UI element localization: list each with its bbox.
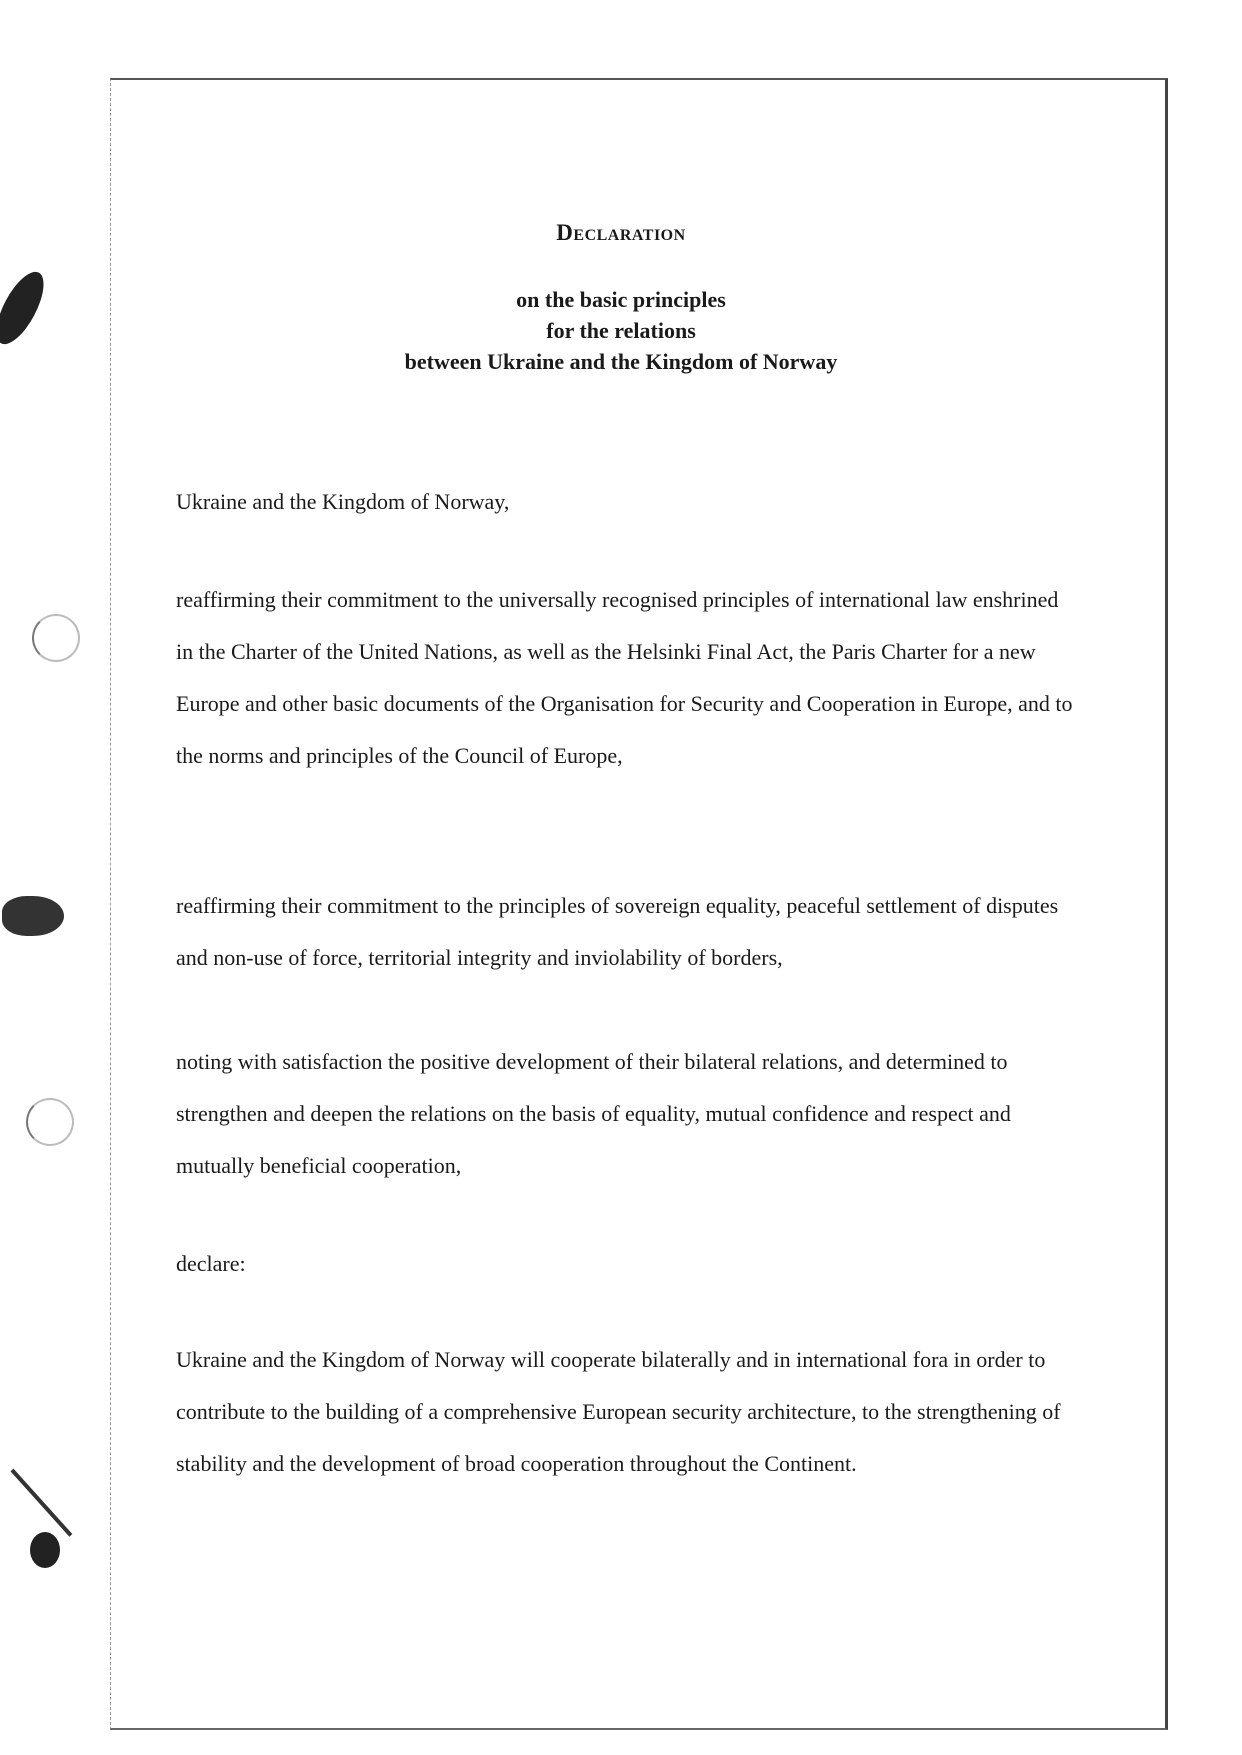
scan-smudge — [2, 896, 64, 936]
punch-hole — [32, 614, 80, 662]
declare-line: declare: — [176, 1251, 246, 1276]
punch-hole — [26, 1098, 74, 1146]
paragraph: reaffirming their commitment to the universally recognised principles of international law enshrined in the Charter of the United Nations, as well as the Helsinki Final Act, the Paris Charter for a new Europe and other basic documents of the Organisation for Security and Cooperation in Europe, and to the norms and principles of the Council of Europe, — [176, 587, 1073, 768]
paragraph: reaffirming their commitment to the principles of sovereign equality, peaceful settlement of disputes and non-use of force, territorial integrity and inviolability of borders, — [176, 893, 1059, 970]
subtitle-line: for the relations — [546, 318, 696, 343]
scan-smudge — [11, 1469, 73, 1537]
subtitle-line: on the basic principles — [516, 287, 726, 312]
paragraph: noting with satisfaction the positive development of their bilateral relations, and determined to strengthen and deepen the relations on the basis of equality, mutual confidence and respect and mutually beneficial cooperation, — [176, 1049, 1011, 1178]
scan-smudge — [30, 1532, 60, 1568]
document-title: Declaration — [556, 220, 686, 245]
intro-line: Ukraine and the Kingdom of Norway, — [176, 489, 510, 514]
subtitle-line: between Ukraine and the Kingdom of Norway — [404, 349, 838, 374]
document-subtitle — [0, 284, 1242, 377]
paragraph: Ukraine and the Kingdom of Norway will cooperate bilaterally and in international fora in order to contribute to the building of a comprehensive European security architecture, to the strengthening of stability and the development of broad cooperation throughout the Continent. — [176, 1347, 1061, 1476]
